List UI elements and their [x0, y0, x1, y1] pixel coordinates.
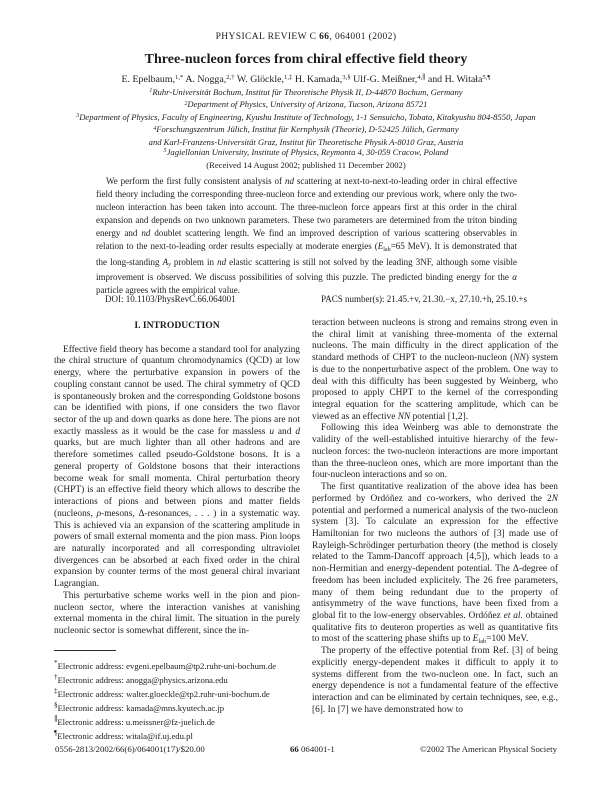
footnote-text: Electronic address: witala@if.uj.edu.pl [57, 731, 193, 742]
footnote-marker: § [54, 701, 58, 710]
affiliations-block [0, 87, 612, 171]
page-footer [55, 744, 557, 754]
doi-pacs-row [105, 294, 527, 304]
footnote-email-5 [54, 714, 300, 728]
intro-paragraph-4: The first quantitative realization of the above idea has been performed by Ordóñez and co-workers, who derived the 2N potential and performed a numerical analysis of the two-nucleon system [3]. To calculate an expression for the effective Hamiltonian for two nucleons the authors of [3] made use of Rayleigh-Schrödinger perturbation theory (the method is closely related to the Tamm-Dancoff approach [4,5]), which leads to a non-Hermitian and energy-dependent potential. The Δ-degree of freedom has been included explicitely. The 26 free parameters, many of them being redundant due to the property of antisymmetry of the wave functions, have been fixed from a global fit to the low-energy observables. Ordóñez et al. obtained qualitative fits to deuteron properties as well as quantitative fits to most of the scattering phase shifts up to Elab=100 MeV. [312, 482, 558, 646]
footnote-marker: † [54, 673, 58, 682]
footnote-text: Electronic address: evgeni.epelbaum@tp2.ruhr-uni-bochum.de [57, 660, 277, 671]
footnote-separator [54, 650, 116, 651]
footer-issn: 0556-2813/2002/66(6)/064001(17)/$20.00 [55, 744, 205, 754]
paper-title: Three-nucleon forces from chiral effective field theory [144, 52, 468, 67]
affiliation-line-3: $^3$Department of Physics, Faculty of Engineering, Kyushu Institute of Technology, 1-1 Sensuicho, Tobata, Kitakyushu 804-8550, Japan [76, 111, 536, 122]
footnote-marker: ∥ [54, 715, 58, 724]
abstract: We perform the first fully consistent analysis of nd scattering at next-to-next-to-leading order in chiral effective field theory including the corresponding three-nucleon force and extending our previous work, where only the two-nucleon interaction has been taken into account. The three-nucleon force appears first at this order in the chiral expansion and depends on two unknown parameters. These two parameters are determined from the triton binding energy and nd doublet scattering length. We find an improved description of various scattering observables in relation to the next-to-leading order results especially at moderate energies (Elab=65 MeV). It is demonstrated that the long-standing Ay problem in nd elastic scattering is still not solved by the leading 3NF, although some visible improvement is observed. We discuss possibilities of solving this puzzle. The predicted binding energy for the α particle agrees with the empirical value. [96, 176, 517, 295]
footer-page-number: 66 064001-1 [290, 744, 335, 754]
section-heading-introduction: I. INTRODUCTION [134, 320, 220, 331]
footnote-email-3 [54, 686, 300, 700]
footnote-email-4 [54, 700, 300, 714]
footnote-marker: * [54, 659, 58, 667]
footnote-text: Electronic address: kamada@mns.kyutech.ac.jp [57, 703, 225, 714]
doi: DOI: 10.1103/PhysRevC.66.064001 [105, 294, 236, 304]
affiliation-line-2: $^2$Department of Physics, University of Arizona, Tucson, Arizona 85721 [184, 99, 428, 110]
affiliation-line-5: and Karl-Franzens-Universität Graz, Institut für Theoretische Physik A-8010 Graz, Austria [148, 136, 464, 147]
right-column [312, 318, 558, 742]
affiliation-line-4: $^4$Forschungszentrum Jülich, Institut für Kernphysik (Theorie), D-52425 Jülich, Germany [153, 124, 459, 135]
footnotes-block [54, 650, 300, 742]
affiliation-line-1: $^1$Ruhr-Universität Bochum, Institut für Theoretische Physik II, D-44870 Bochum, Germany [149, 87, 463, 97]
intro-paragraph-2-continued: teraction between nucleons is strong and remains strong even in the chiral limit at vanishing three-momenta of the external nucleons. The main difficulty in the direct application of the standard methods of CHPT to the nucleon-nucleon (NN) system is due to the nonperturbative aspect of the problem. One way to deal with this difficulty has been suggested by Weinberg, who proposed to apply CHPT to the kernel of the corresponding integral equation for the scattering amplitude, which can be viewed as an effective NN potential [1,2]. [312, 318, 558, 422]
intro-paragraph-1: Effective field theory has become a standard tool for analyzing the chiral structure of quantum chromodynamics (QCD) at low energy, where the perturbative expansion in powers of the coupling constant cannot be used. The chiral symmetry of QCD is spontaneously broken and the corresponding Goldstone bosons can be identified with pions, if one considers the two flavor sector of the up and down quarks as done here. The pions are not exactly massless as it would be the case for massless u and d quarks, but are much lighter than all other hadrons and are therefore sometimes called pseudo-Goldstone bosons. It is a general property of Goldstone bosons that their interactions become weak for small momenta. Chiral perturbation theory (CHPT) is an effective field theory which allows to describe the interactions of pions and between pions and matter fields (nucleons, ρ-mesons, Δ-resonances, . . . ) in a systematic way. This is achieved via an expansion of the scattering amplitude in powers of small external momenta and the pion mass. Pion loops are naturally incorporated and all corresponding ultraviolet divergences can be absorbed at each fixed order in the chiral expansion by counter terms of the most general chiral invariant Lagrangian. [54, 344, 300, 590]
journal-header: PHYSICAL REVIEW C 66, 064001 (2002) [215, 32, 397, 42]
intro-paragraph-5: The property of the effective potential from Ref. [3] of being explicitly energy-dependent makes it difficult to apply it to systems different from the two-nucleon one. In fact, such an energy dependence is not a fundamental feature of the effective interaction and can be eliminated by certain techniques, see, e.g., [6]. In [7] we have demonstrated how to [312, 646, 558, 715]
footnote-email-1 [54, 658, 300, 672]
authors-line: E. Epelbaum,$^{1,*}$ A. Nogga,$^{2,\dagger}$ W. Glöckle,$^{1,\ddagger}$ H. Kamada,$^{3,\S}$ Ulf-G. Meißner,$^{4,\parallel}$ and H. Witała$^{5,\P}$ [121, 73, 491, 85]
footnote-text: Electronic address: u.meissner@fz-juelich.de [57, 717, 215, 728]
affiliation-line-6: $^5$Jagiellonian University, Institute of Physics, Reymonta 4, 30-059 Cracow, Poland [163, 147, 449, 158]
footnote-email-6 [54, 728, 300, 742]
footnote-marker: ¶ [54, 729, 58, 738]
footnote-text: Electronic address: anogga@physics.arizona.edu [57, 674, 228, 685]
footer-copyright: ©2002 The American Physical Society [420, 744, 557, 754]
pacs-numbers: PACS number(s): 21.45.+v, 21.30.−x, 27.10.+h, 25.10.+s [321, 294, 527, 304]
footnote-marker: ‡ [54, 687, 58, 696]
left-column [54, 318, 300, 648]
received-line: (Received 14 August 2002; published 11 December 2002) [206, 160, 406, 171]
intro-paragraph-3: Following this idea Weinberg was able to demonstrate the validity of the well-established intuitive hierarchy of the few-nucleon forces: the two-nucleon interactions are more important than the three-nucleon ones, which are more important than the four-nucleon interactions and so on. [312, 423, 558, 481]
intro-paragraph-2: This perturbative scheme works well in the pion and pion-nucleon sector, where the interaction vanishes at vanishing external momenta in the chiral limit. The situation in the purely nucleonic sector is somewhat different, since the in- [54, 590, 300, 636]
footnote-email-2 [54, 672, 300, 686]
footnote-text: Electronic address: walter.gloeckle@tp2.ruhr-uni-bochum.de [57, 688, 270, 699]
